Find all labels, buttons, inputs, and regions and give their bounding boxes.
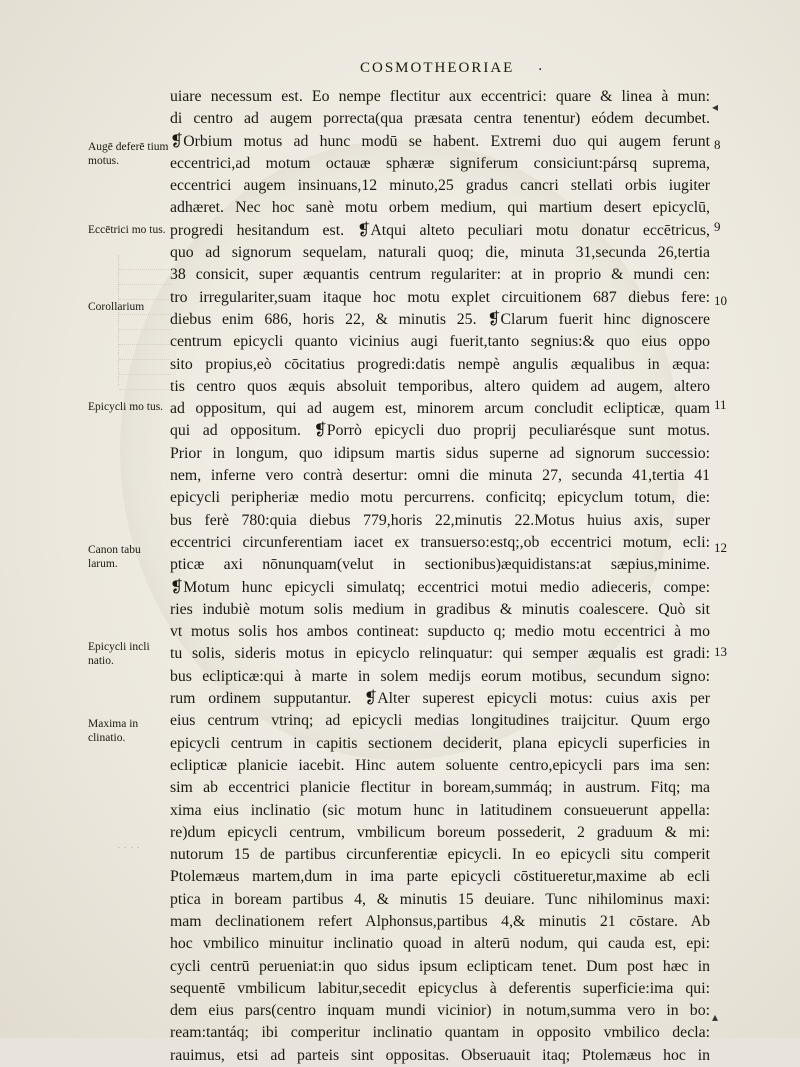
margin-note-epicycli-motus: Epicycli mo tus. bbox=[88, 401, 164, 413]
main-text-block bbox=[170, 86, 710, 1067]
text-line: progredi hesitandum est. ❡Atqui alteto peculiari motu donatur eccētricus, bbox=[170, 221, 710, 239]
text-line: cycli centrū perueniat:in quo sidus ipsum eclipticam tenet. Dum post hæc in bbox=[170, 957, 710, 975]
text-line: qui ad oppositum. ❡Porrò epicycli duo proprij peculiarésque sunt motus. bbox=[170, 422, 710, 440]
running-head: COSMOTHEORIAE bbox=[360, 60, 515, 76]
text-line: rum ordinem supputantur. ❡Alter superest epicycli motus: cuius axis per bbox=[170, 690, 710, 708]
section-number: 9 bbox=[714, 219, 721, 234]
text-line: tro irregulariter,suam itaque hoc motu explet circuitionem 687 diebus fere: bbox=[170, 288, 710, 306]
text-line: eccentrici,ad motum octauæ sphæræ signiferum consiciunt:pársq suprema, bbox=[170, 154, 710, 172]
section-number: 11 bbox=[714, 397, 727, 412]
text-line: vt motus solis hos ambos contineat: supducto q; medio motu eccentrici à mo bbox=[170, 623, 710, 641]
text-line: ad oppositum, qui ad augem est, minorem arcum concludit eclipticæ, quam bbox=[170, 400, 710, 418]
show-through-text: · · · · bbox=[117, 842, 140, 854]
text-line: tu solis, sideris motus in epicyclo relinquatur: qui semper æqualis est gradi: bbox=[170, 645, 710, 663]
text-line: 38 consicit, super æquantis centrum regulariter: at in proprio & mundi cen: bbox=[170, 266, 710, 284]
text-line: adhæret. Nec hoc sanè motu orbem medium, qui martium desert epicyclū, bbox=[170, 199, 710, 217]
section-number: 13 bbox=[714, 644, 727, 659]
margin-note-inclinatio: Epicycli incli natio. bbox=[88, 641, 150, 667]
text-line: mam declinationem refert Alphonsus,partibus 4,& minutis 21 cōstare. Ab bbox=[170, 912, 710, 930]
margin-note-canon: Canon tabu larum. bbox=[88, 544, 141, 570]
margin-mark: ▴ bbox=[712, 1010, 719, 1024]
margin-mark: ◂ bbox=[712, 100, 719, 114]
text-line: ream:tantáq; ibi comperitur inclinatio quantam in opposito vmbilico decla: bbox=[170, 1024, 710, 1042]
section-number: 10 bbox=[714, 293, 727, 308]
text-line: pticæ axi nōnunquam(velut in sectionibus)æquidistans:at sæpius,minime. bbox=[170, 556, 710, 574]
text-line: sito propius,eò cōcitatius progredi:datis nempè angulis æqualibus in æqua: bbox=[170, 355, 710, 373]
text-line: bus eclipticæ:qui à marte in solem medijs eorum motibus, secundum signo: bbox=[170, 667, 710, 685]
head-dot: · bbox=[538, 62, 543, 78]
text-line: eccentrici augem insinuans,12 minuto,25 gradus cancri stellati orbis iugiter bbox=[170, 177, 710, 195]
text-line: xima eius inclinatio (sic motum hunc in latitudinem consueuerunt appella: bbox=[170, 801, 710, 819]
margin-note-auge: Augē deferē tium motus. bbox=[88, 141, 169, 167]
text-line: Ptolemæus martem,dum in ima parte epicycli cōstitueretur,maxime ab ecli bbox=[170, 868, 710, 886]
section-number: 12 bbox=[714, 540, 727, 555]
text-line: rauimus, etsi ad parteis sint oppositas. Obseruauit itaq; Ptolemæus hoc in bbox=[170, 1046, 710, 1064]
text-line: uiare necessum est. Eo nempe flectitur aux eccentrici: quare & linea à mun: bbox=[170, 88, 710, 105]
text-line: centrum epicycli quanto vicinius augi fuerit,tanto segnius:& quo eius oppo bbox=[170, 333, 710, 351]
text-line: re)dum epicycli centrum, vmbilicum boreum possederit, 2 graduum & mi: bbox=[170, 823, 710, 841]
text-line: Prior in longum, quo idipsum martis sidus superne ad signorum successio: bbox=[170, 444, 710, 462]
show-through-table bbox=[118, 255, 171, 385]
text-line: eccentrici circunferentiam iacet ex transuerso:estq;,ob eccentrici motum, ecli: bbox=[170, 533, 710, 551]
text-line: ptica in boream partibus 4, & minutis 15 deuiare. Tunc nihilominus maxi: bbox=[170, 890, 710, 908]
margin-note-eccentrici: Eccētrici mo tus. bbox=[88, 224, 166, 236]
text-line: eius centrum vtrinq; ad epicycli medias longitudines traijcitur. Quum ergo bbox=[170, 712, 710, 730]
text-line: di centro ad augem porrecta(qua præsata centra tenentur) eódem decumbet. bbox=[170, 110, 710, 128]
section-number: 8 bbox=[714, 137, 721, 152]
margin-note-maxima: Maxima in clinatio. bbox=[88, 718, 139, 744]
text-line: dem eius pars(centro inquam mundi vicinior) in notum,summa vero in bo: bbox=[170, 1002, 710, 1020]
text-line: nem, inferne vero contrà desertur: omni die minuta 27, secunda 41,tertia 41 bbox=[170, 467, 710, 485]
text-line: ❡Motum hunc epicycli simulatq; eccentrici motui medio adieceris, compe: bbox=[170, 578, 710, 596]
text-line: epicycli centrum in capitis sectionem deciderit, plana epicycli superficies in bbox=[170, 734, 710, 752]
text-line: ❡Orbium motus ad hunc modū se habent. Extremi duo qui augem ferunt bbox=[170, 132, 710, 150]
text-line: epicycli peripheriæ medio motu percurrens. conficitq; epicyclum totum, die: bbox=[170, 489, 710, 507]
text-line: quo ad signorum sequelam, naturali quoq; die, minuta 31,secunda 26,tertia bbox=[170, 244, 710, 262]
text-line: ries indubiè motum solis medium in gradibus & minutis coalescere. Quò sit bbox=[170, 600, 710, 618]
text-line: eclipticæ planicie iacebit. Hinc autem soluente centro,epicycli pars ima sen: bbox=[170, 756, 710, 774]
text-line: diebus enim 686, horis 22, & minutis 25. ❡Clarum fuerit hinc dignoscere bbox=[170, 310, 710, 328]
text-line: tis centro quos æquis absoluit temporibus, altero quidem ad augem, altero bbox=[170, 377, 710, 395]
text-line: nutorum 15 de partibus circunferentiæ epicycli. In eo epicycli situ comperit bbox=[170, 846, 710, 864]
margin-note-corollarium: Corollarium bbox=[88, 301, 145, 313]
text-line: sim ab eccentrici planicie flectitur in boream,summáq; in austrum. Fitq; ma bbox=[170, 779, 710, 797]
text-line: sequentē vmbilicum labitur,secedit epicyclus à deferentis superficie:ima qui: bbox=[170, 979, 710, 997]
text-line: bus ferè 780:quia diebus 779,horis 22,minutis 22.Motus huius axis, super bbox=[170, 511, 710, 529]
text-line: hoc vmbilico minuitur inclinatio quoad in alterū nodum, qui cauda est, epi: bbox=[170, 935, 710, 953]
